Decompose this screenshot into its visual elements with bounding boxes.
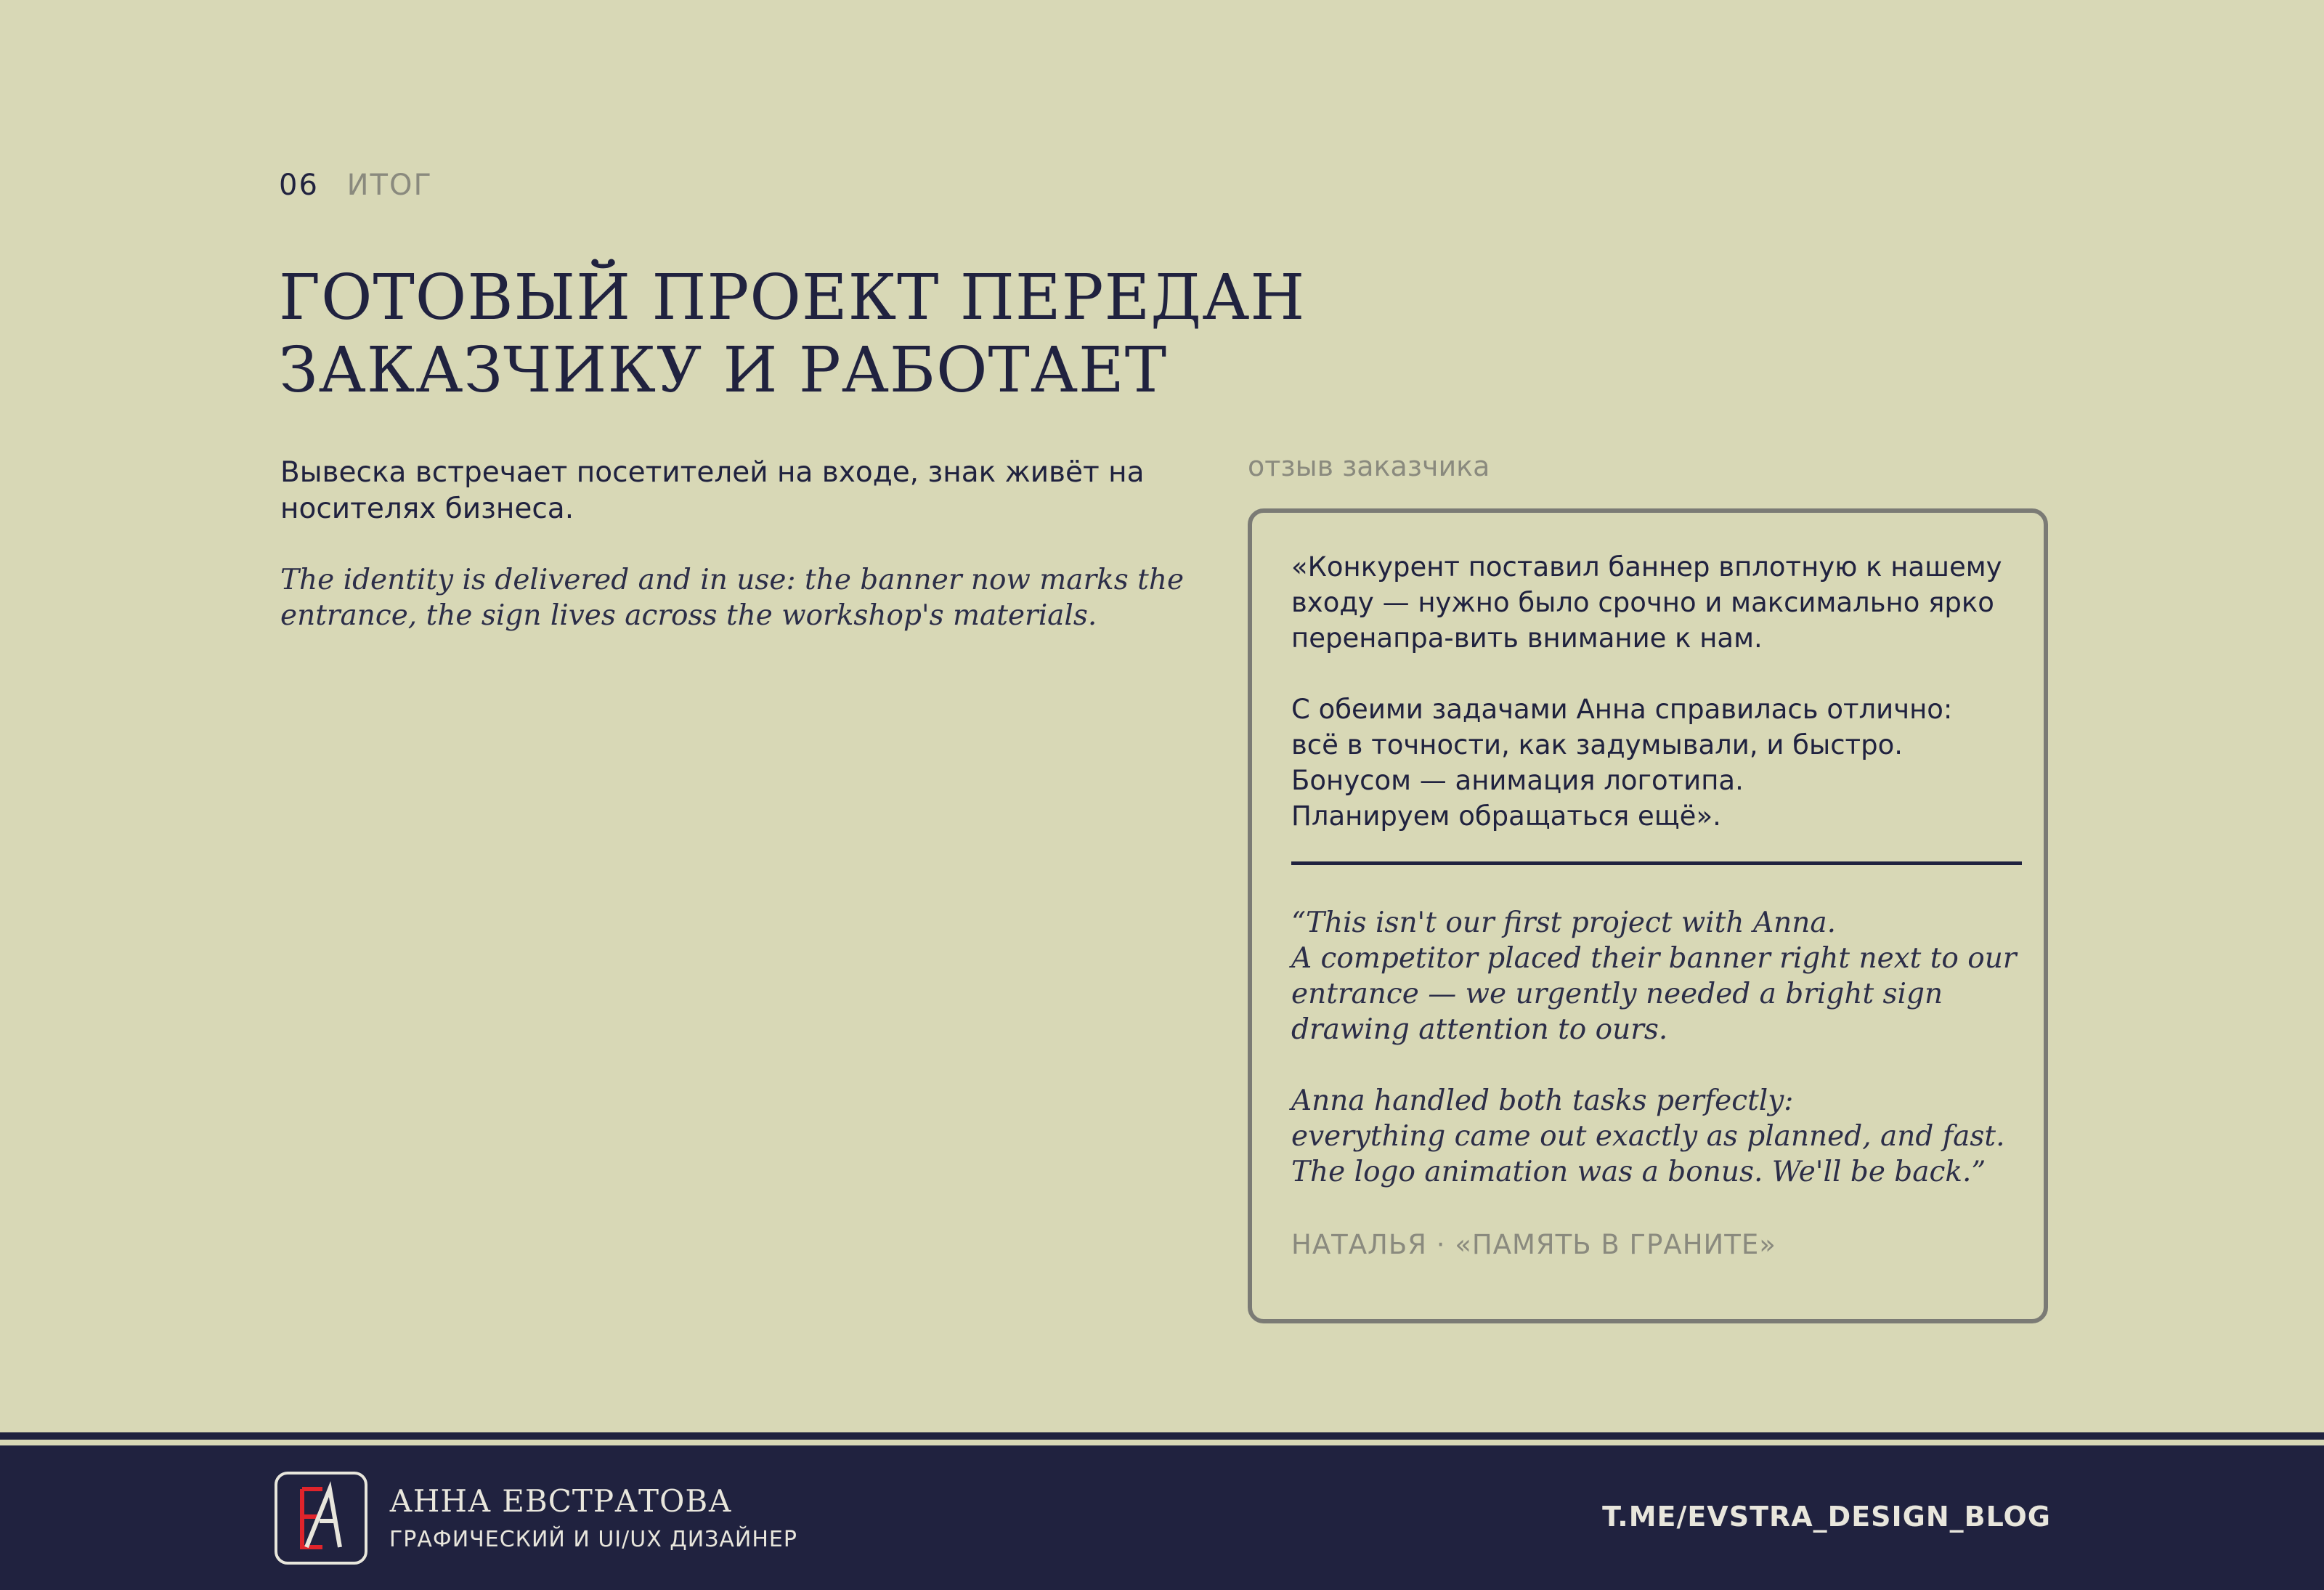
- footer: [0, 1445, 2324, 1590]
- telegram-link[interactable]: T.ME/EVSTRA_DESIGN_BLOG: [1602, 1501, 2051, 1533]
- page-title-line-2: ЗАКАЗЧИКУ И РАБОТАЕТ: [279, 334, 1168, 407]
- designer-logo: [275, 1472, 367, 1565]
- review-quote-en: “This isn't our first project with Anna. A competitor placed their banner right next to our entrance — we urgently needed a bright sign drawing attention to ours. Anna handled both tasks perfectly: everything came out exactly as planned, and fast. The logo animation was a bonus. We'll be back.”: [1291, 906, 2017, 1188]
- intro-text-en: The identity is delivered and in use: the banner now marks the entrance, the sign lives across the workshop's materials.: [280, 564, 1185, 632]
- ea-logo-icon: [277, 1475, 365, 1562]
- designer-role: ГРАФИЧЕСКИЙ И UI/UX ДИЗАЙНЕР: [389, 1527, 797, 1552]
- review-signature: НАТАЛЬЯ · «ПАМЯТЬ В ГРАНИТЕ»: [1291, 1229, 1776, 1260]
- review-quote-ru: «Конкурент поставил баннер вплотную к нашему входу — нужно было срочно и максимально ярко перенапра-вить внимание к нам. С обеими задачами Анна справилась отлично: всё в точности, как задумывали, и быстро. Бонусом — анимация логотипа. Планируем обращаться ещё».: [1291, 551, 2002, 832]
- footer-divider: [0, 1432, 2324, 1440]
- review-card: [1248, 508, 2048, 1323]
- section-label: ИТОГ: [346, 169, 433, 202]
- intro-text-ru: Вывеска встречает посетителей на входе, знак живёт на носителях бизнеса.: [280, 456, 1145, 525]
- section-index: 06: [279, 169, 319, 202]
- page-title-line-1: ГОТОВЫЙ ПРОЕКТ ПЕРЕДАН: [279, 261, 1306, 334]
- section-number: [279, 169, 433, 202]
- review-divider: [1291, 861, 2022, 865]
- review-label: отзыв заказчика: [1248, 450, 1490, 482]
- page-title: [279, 261, 1368, 407]
- designer-name: АННА ЕВСТРАТОВА: [389, 1483, 733, 1519]
